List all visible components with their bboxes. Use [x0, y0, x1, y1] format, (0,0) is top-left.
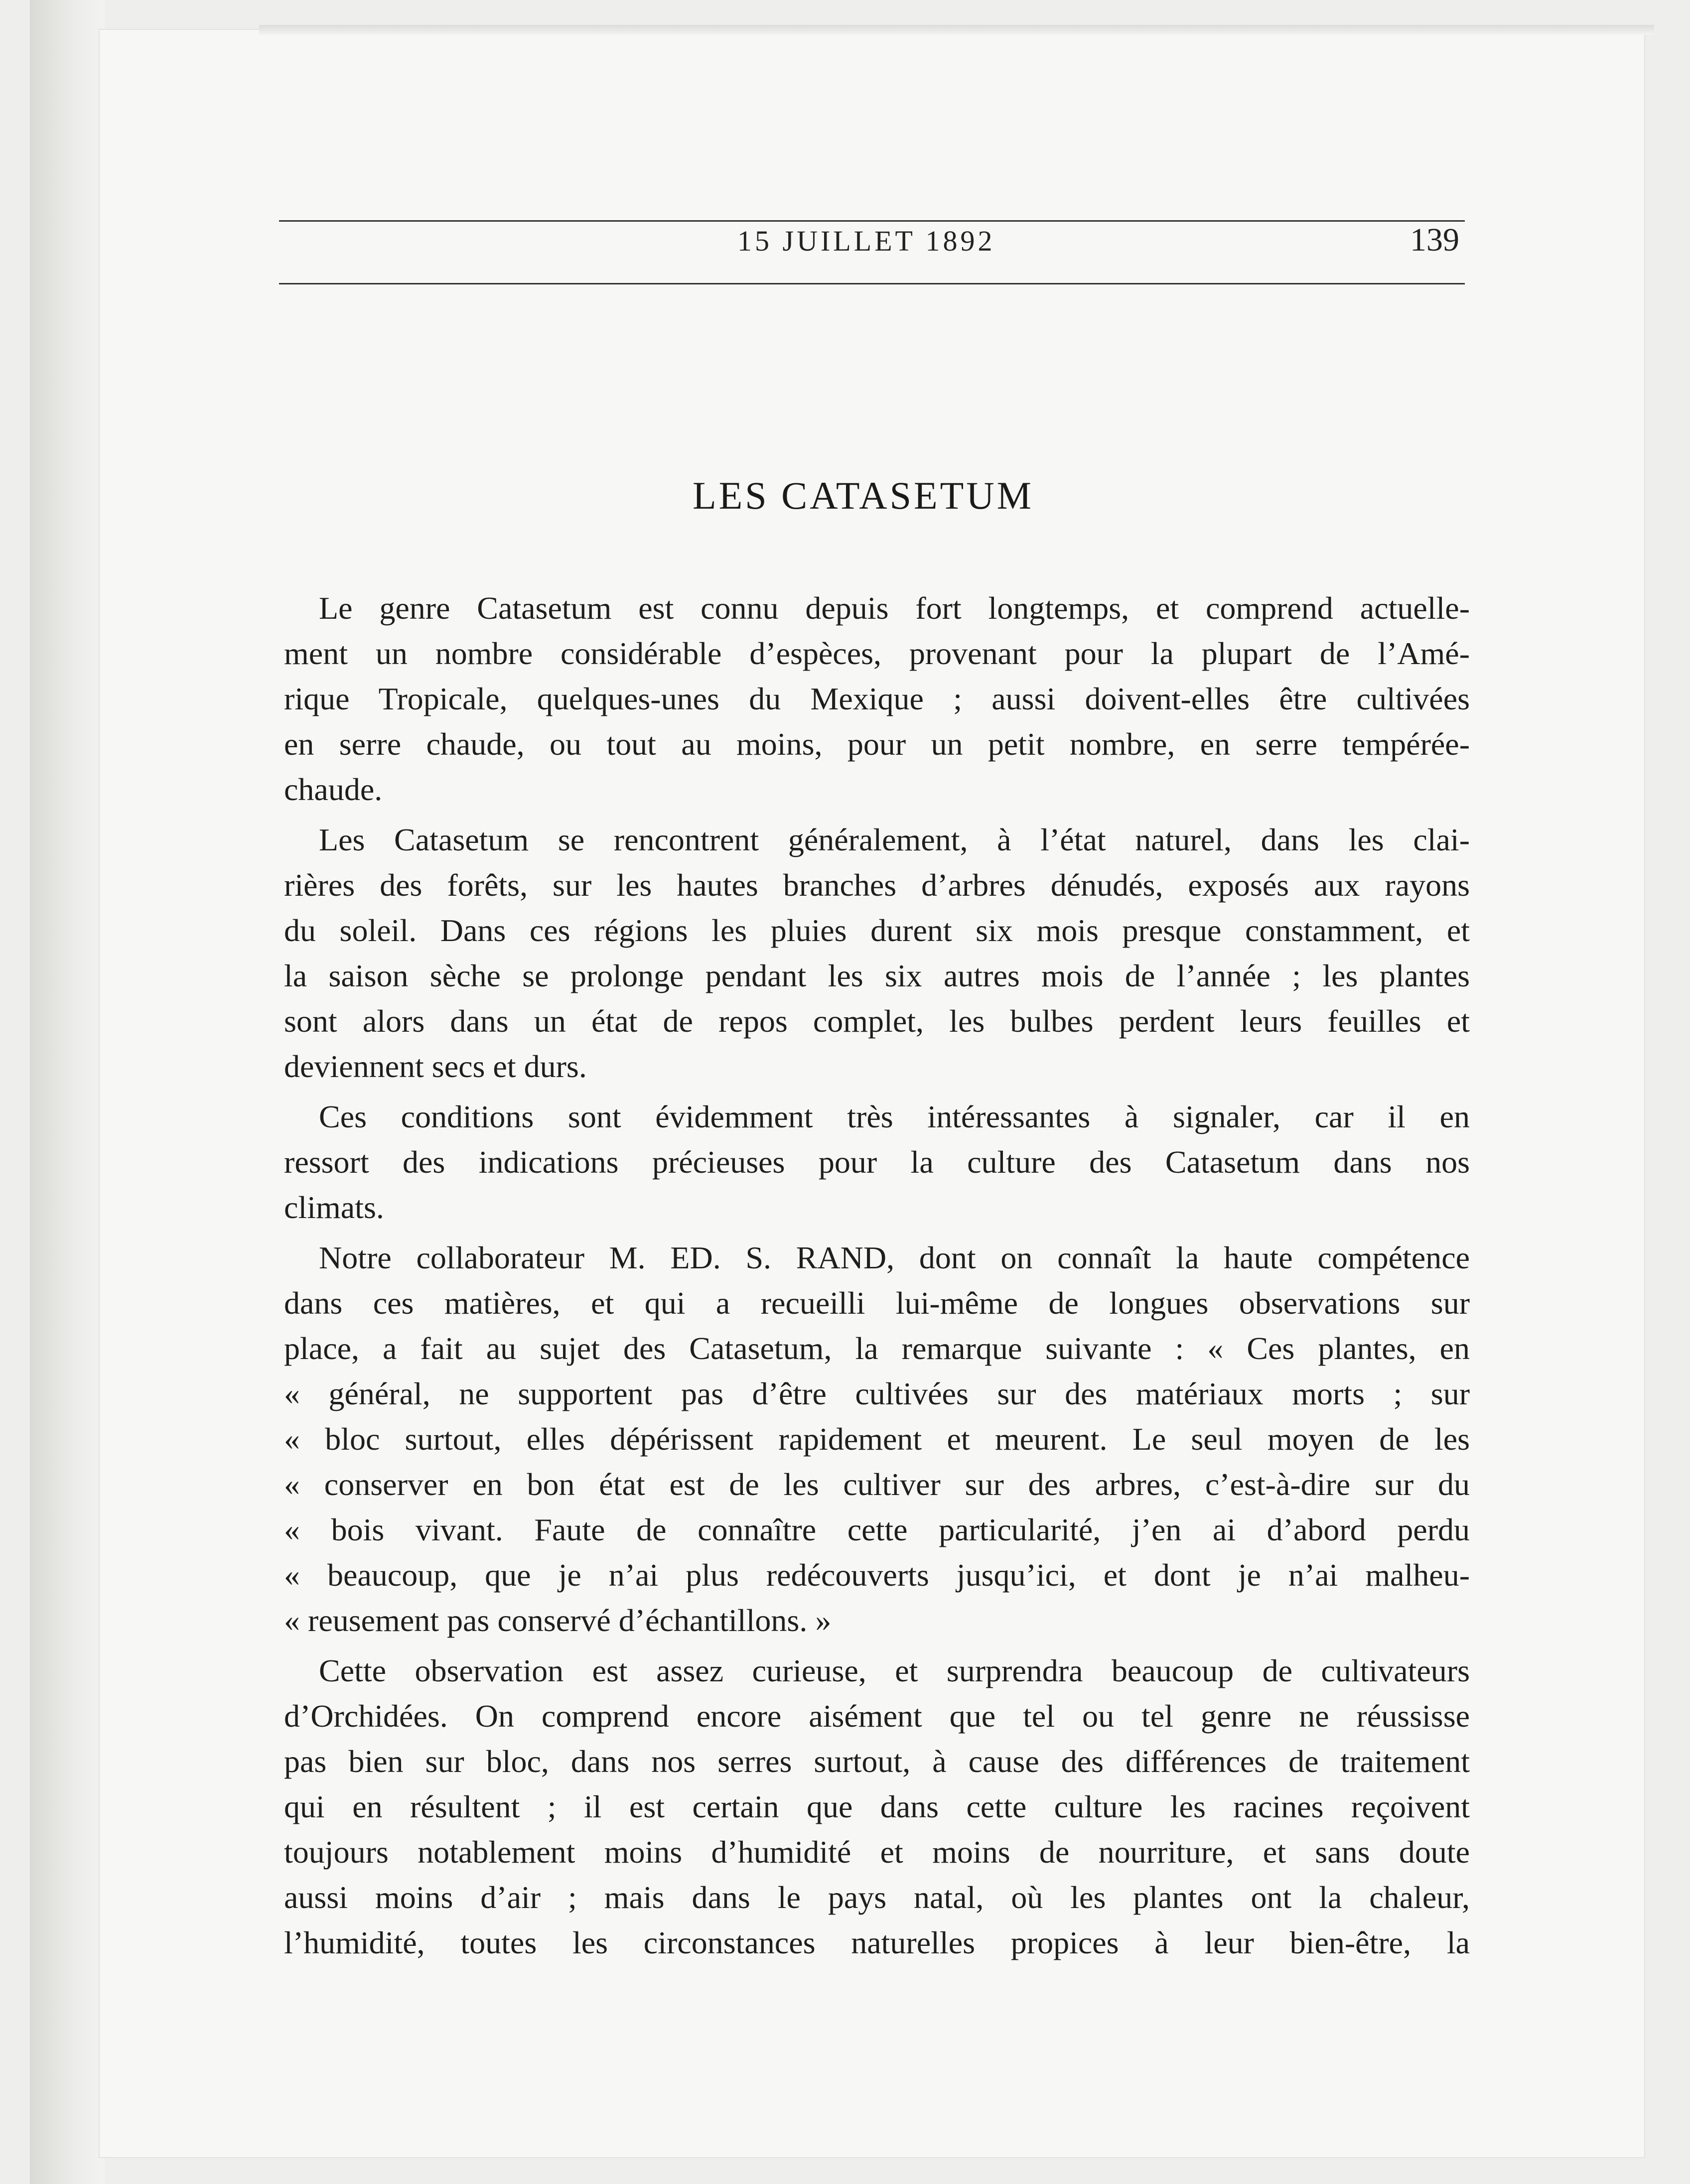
text-line: rières des forêts, sur les hautes branches d’arbres dénudés, exposés aux rayons: [284, 867, 1470, 903]
text-line: ressort des indications précieuses pour la culture des Catasetum dans nos: [284, 1144, 1470, 1180]
text-line: « reusement pas conservé d’échantillons. »: [284, 1603, 832, 1638]
text-line: Cette observation est assez curieuse, et surprendra beaucoup de cultivateurs: [319, 1653, 1470, 1688]
text-line: en serre chaude, ou tout au moins, pour un petit nombre, en serre tempérée-: [284, 726, 1470, 762]
text-line: rique Tropicale, quelques-unes du Mexique ; aussi doivent-elles être cultivées: [284, 681, 1470, 716]
text-line: qui en résultent ; il est certain que dans cette culture les racines reçoivent: [284, 1789, 1470, 1824]
text-line: place, a fait au sujet des Catasetum, la remarque suivante : « Ces plantes, en: [284, 1331, 1470, 1366]
text-line: « général, ne supportent pas d’être cultivées sur des matériaux morts ; sur: [284, 1376, 1470, 1411]
header-rule-top: [279, 220, 1465, 222]
text-line: aussi moins d’air ; mais dans le pays natal, où les plantes ont la chaleur,: [284, 1880, 1470, 1915]
text-line: « conserver en bon état est de les cultiver sur des arbres, c’est-à-dire sur du: [284, 1467, 1470, 1502]
text-line: d’Orchidées. On comprend encore aisément que tel ou tel genre ne réussisse: [284, 1698, 1470, 1734]
text-line: Ces conditions sont évidemment très intéressantes à signaler, car il en: [319, 1099, 1470, 1134]
text-line: « beaucoup, que je n’ai plus redécouverts jusqu’ici, et dont je n’ai malheu-: [284, 1557, 1470, 1593]
scan-top-edge: [259, 25, 1654, 35]
text-line: ment un nombre considérable d’espèces, provenant pour la plupart de l’Amé-: [284, 636, 1470, 671]
text-line: du soleil. Dans ces régions les pluies durent six mois presque constamment, et: [284, 913, 1470, 948]
text-line: climats.: [284, 1190, 384, 1225]
text-line: « bloc surtout, elles dépérissent rapidement et meurent. Le seul moyen de les: [284, 1421, 1470, 1457]
header-rule-bottom: [279, 283, 1465, 284]
article-body: [284, 585, 1470, 1965]
text-line: pas bien sur bloc, dans nos serres surtout, à cause des différences de traitement: [284, 1744, 1470, 1779]
text-line: toujours notablement moins d’humidité et moins de nourriture, et sans doute: [284, 1834, 1470, 1870]
text-line: l’humidité, toutes les circonstances naturelles propices à leur bien-être, la: [284, 1925, 1470, 1960]
page-number: 139: [1410, 222, 1459, 258]
article-title: LES CATASETUM: [693, 474, 1034, 517]
text-line: la saison sèche se prolonge pendant les six autres mois de l’année ; les plantes: [284, 958, 1470, 993]
text-line: sont alors dans un état de repos complet, les bulbes perdent leurs feuilles et: [284, 1003, 1470, 1039]
running-header-date: 15 JUILLET 1892: [737, 225, 995, 257]
text-line: « bois vivant. Faute de connaître cette particularité, j’en ai d’abord perdu: [284, 1512, 1470, 1547]
scan-page-edge: [30, 0, 105, 2184]
text-line: Les Catasetum se rencontrent généralement, à l’état naturel, dans les clai-: [319, 822, 1470, 857]
text-line: dans ces matières, et qui a recueilli lui-même de longues observations sur: [284, 1285, 1470, 1321]
text-line: deviennent secs et durs.: [284, 1049, 587, 1084]
text-line: chaude.: [284, 772, 383, 807]
text-line: Notre collaborateur M. ED. S. RAND, dont on connaît la haute compétence: [319, 1240, 1470, 1275]
text-line: Le genre Catasetum est connu depuis fort longtemps, et comprend actuelle-: [319, 590, 1470, 626]
